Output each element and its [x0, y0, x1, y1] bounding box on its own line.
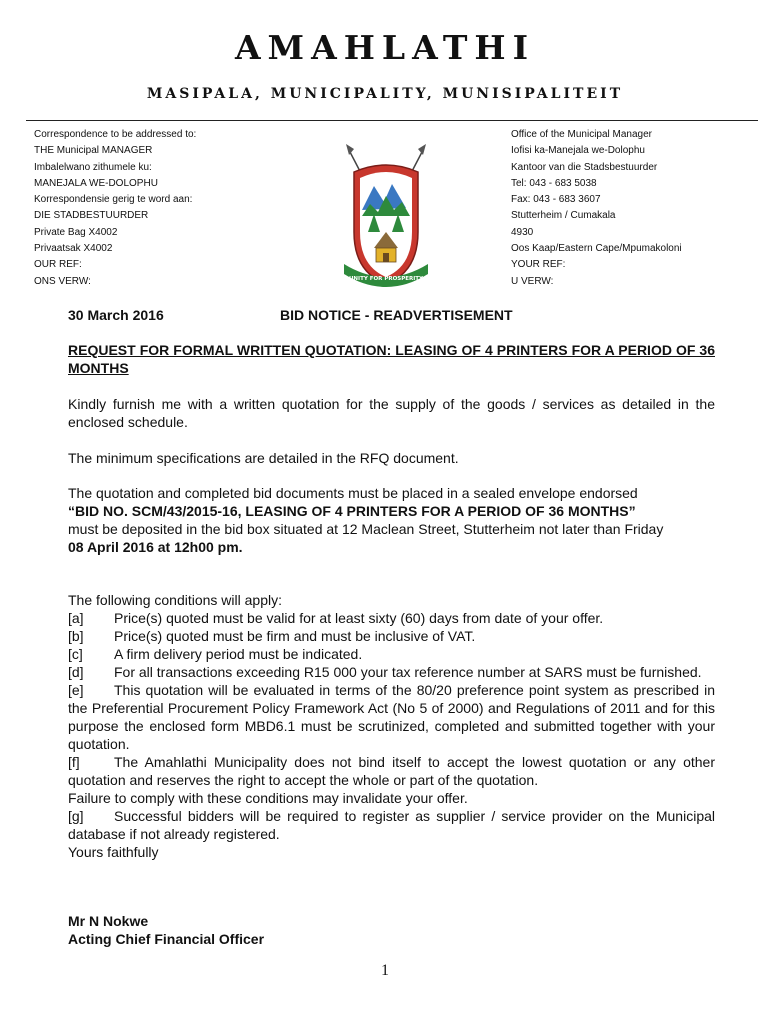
office-line: Office of the Municipal Manager — [511, 129, 653, 140]
office-line: Kantoor van die Stadsbestuurder — [511, 161, 658, 173]
condition-item — [68, 609, 715, 627]
correspondence-line: Korrespondensie gerig te word aan: — [34, 194, 193, 206]
closing-salutation: Yours faithfully — [68, 844, 159, 860]
date-title-row — [68, 306, 715, 324]
rfq-heading: REQUEST FOR FORMAL WRITTEN QUOTATION: LEASING OF 4 PRINTERS FOR A PERIOD OF 36 MONTHS — [68, 342, 715, 376]
closing-deadline: 08 April 2016 at 12h00 pm. — [68, 539, 243, 555]
office-line: U VERW: — [511, 275, 554, 287]
office-line: Iofisi ka-Manejala we-Dolophu — [511, 145, 645, 157]
correspondence-line: Privaatsak X4002 — [34, 243, 113, 255]
page-number: 1 — [381, 962, 389, 979]
condition-item — [68, 627, 715, 645]
condition-tag: [d] — [68, 664, 84, 680]
condition-tag: [c] — [68, 646, 83, 662]
submission-paragraph — [68, 484, 715, 556]
municipal-crest-emblem — [336, 132, 436, 294]
condition-text: Price(s) quoted must be firm and must be inclusive of VAT. — [114, 628, 476, 644]
condition-tag: [g] — [68, 808, 84, 824]
office-block — [511, 127, 682, 290]
header-divider — [26, 120, 758, 121]
correspondence-line: Private Bag X4002 — [34, 226, 118, 238]
correspondence-line: OUR REF: — [34, 259, 82, 271]
municipality-subtitle: MASIPALA, MUNICIPALITY, MUNISIPALITEIT — [146, 86, 624, 102]
conditions-intro: The following conditions will apply: — [68, 592, 282, 608]
notice-date: 30 March 2016 — [68, 307, 164, 323]
office-line: Oos Kaap/Eastern Cape/Mpumakoloni — [511, 243, 682, 255]
office-line: YOUR REF: — [511, 259, 566, 271]
condition-text: The Amahlathi Municipality does not bind itself to accept the lowest quotation or any other quotation and reserves the right to accept the whole or part of the quotation. — [68, 754, 715, 788]
correspondence-line: Correspondence to be addressed to: — [34, 129, 197, 140]
signatory-title: Acting Chief Financial Officer — [68, 931, 265, 947]
signatory-name: Mr N Nokwe — [68, 913, 149, 929]
notice-title: BID NOTICE - READVERTISEMENT — [280, 307, 513, 323]
condition-item — [68, 753, 715, 789]
condition-item — [68, 807, 715, 843]
office-line: Stutterheim / Cumakala — [511, 210, 616, 222]
correspondence-line: THE Municipal MANAGER — [34, 145, 153, 157]
condition-tag: [f] — [68, 754, 80, 770]
submission-line: must be deposited in the bid box situated at 12 Maclean Street, Stutterheim not later than Friday — [68, 521, 664, 537]
correspondence-line: ONS VERW: — [34, 275, 91, 287]
conditions-section — [68, 591, 715, 861]
condition-item — [68, 681, 715, 753]
bid-number-endorsement: “BID NO. SCM/43/2015-16, LEASING OF 4 PRINTERS FOR A PERIOD OF 36 MONTHS” — [68, 503, 636, 519]
condition-item — [68, 663, 715, 681]
crest-motto: UNITY FOR PROSPERITY — [348, 276, 424, 282]
specifications-paragraph: The minimum specifications are detailed in the RFQ document. — [68, 450, 459, 466]
furnish-paragraph: Kindly furnish me with a written quotation for the supply of the goods / services as detailed in the enclosed schedule. — [68, 396, 715, 430]
office-line: Tel: 043 - 683 5038 — [511, 177, 597, 189]
condition-tag: [e] — [68, 682, 84, 698]
condition-text: For all transactions exceeding R15 000 your tax reference number at SARS must be furnished. — [114, 664, 702, 680]
submission-line: The quotation and completed bid documents must be placed in a sealed envelope endorsed — [68, 485, 638, 501]
condition-text: Successful bidders will be required to register as supplier / service provider on the Municipal database if not already registered. — [68, 808, 715, 842]
municipality-title: AMAHLATHI — [234, 28, 536, 67]
office-line: Fax: 043 - 683 3607 — [511, 194, 601, 206]
signature-block — [68, 912, 715, 948]
condition-tag: [b] — [68, 628, 84, 644]
correspondence-block — [34, 127, 196, 290]
condition-item — [68, 645, 715, 663]
condition-tag: [a] — [68, 610, 84, 626]
condition-text: This quotation will be evaluated in terms of the 80/20 preference point system as prescribed in the Preferential Procurement Policy Framework Act (No 5 of 2000) and Regulations of 2011 and for this purpose the enclosed form MBD6.1 must be scrutinized, completed and submitted together with your quotation. — [68, 682, 715, 752]
office-line: 4930 — [511, 226, 534, 238]
correspondence-line: Imbalelwano zithumele ku: — [34, 161, 152, 173]
correspondence-line: DIE STADBESTUURDER — [34, 210, 149, 222]
condition-text: A firm delivery period must be indicated. — [114, 646, 363, 662]
correspondence-line: MANEJALA WE-DOLOPHU — [34, 177, 158, 189]
failure-note: Failure to comply with these conditions may invalidate your offer. — [68, 790, 468, 806]
condition-text: Price(s) quoted must be valid for at least sixty (60) days from date of your offer. — [114, 610, 604, 626]
